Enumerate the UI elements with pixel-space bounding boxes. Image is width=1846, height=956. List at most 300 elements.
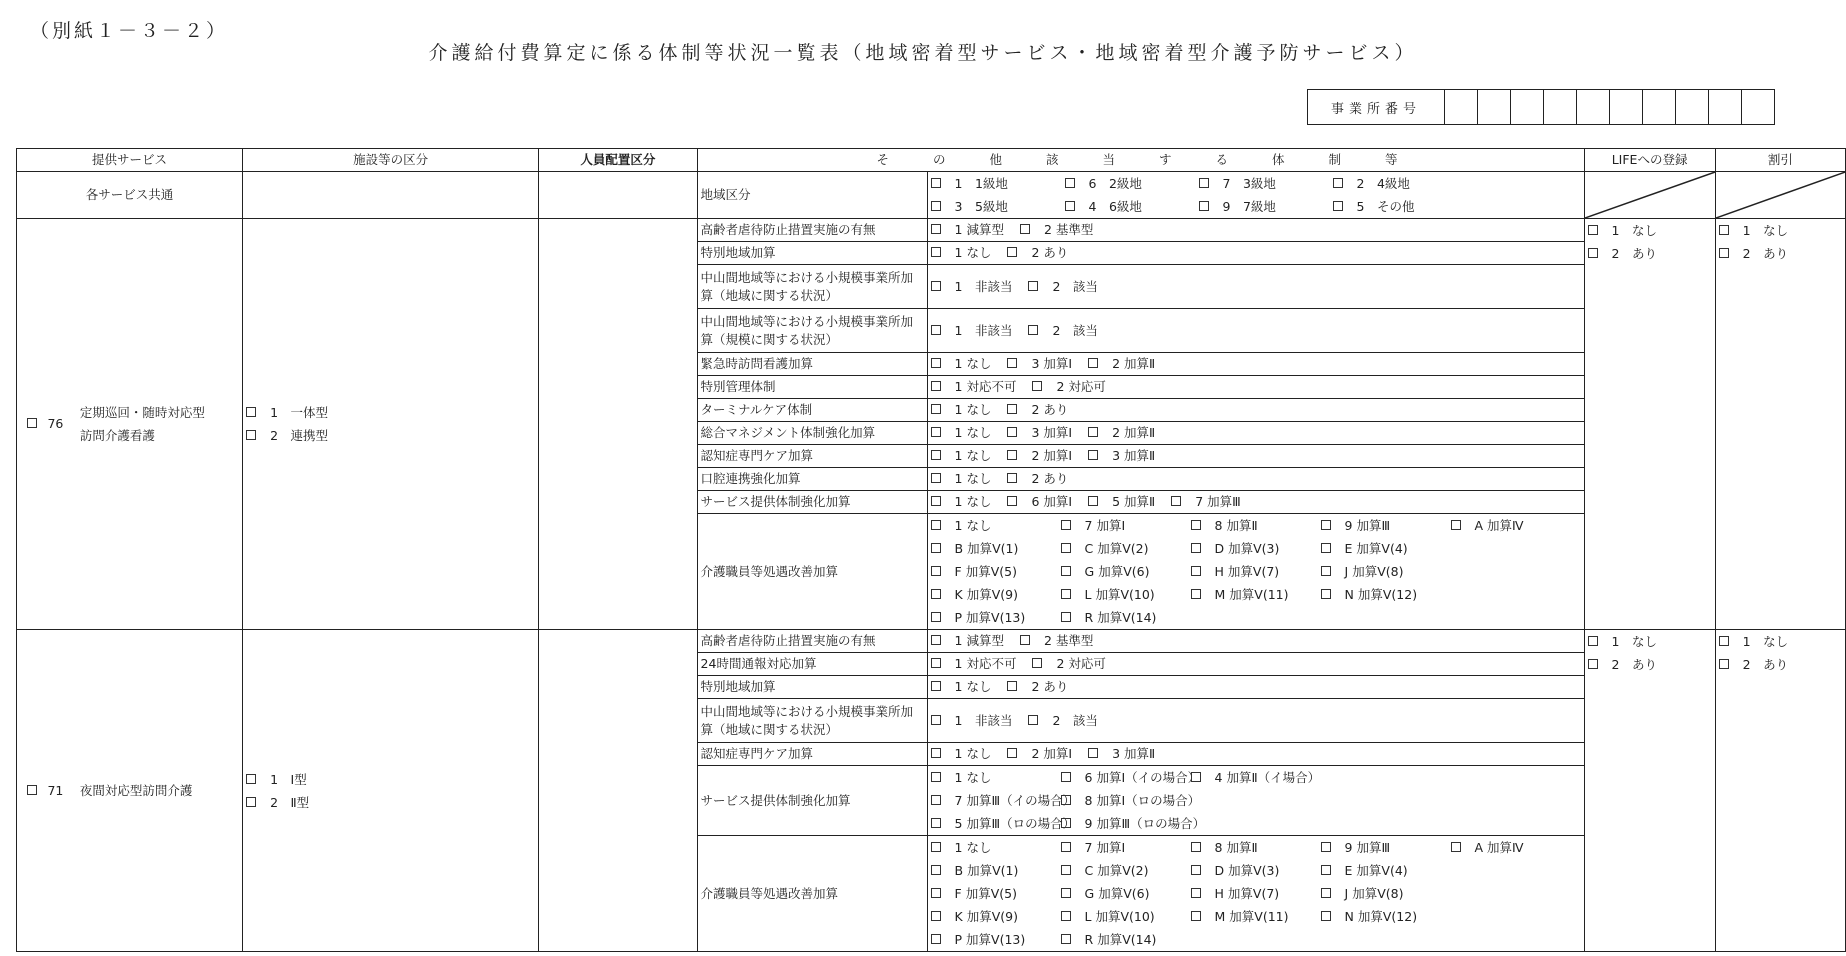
checkbox-option[interactable]: A 加算Ⅳ <box>1451 836 1581 859</box>
item-label: 24時間通報対応加算 <box>697 653 927 676</box>
checkbox-icon <box>931 566 941 576</box>
item-label: 特別地域加算 <box>697 242 927 265</box>
item-label: 認知症専門ケア加算 <box>697 445 927 468</box>
checkbox-icon <box>1061 772 1071 782</box>
checkbox-icon <box>1028 325 1038 335</box>
checkbox-option[interactable]: F 加算Ⅴ(5) <box>931 882 1061 905</box>
checkbox-icon <box>1451 520 1461 530</box>
checkbox-icon <box>1191 888 1201 898</box>
checkbox-icon <box>1061 543 1071 553</box>
item-label: 高齢者虐待防止措置実施の有無 <box>697 630 927 653</box>
checkbox-option[interactable]: H 加算Ⅴ(7) <box>1191 560 1321 583</box>
checkbox-icon <box>1191 772 1201 782</box>
checkbox-option[interactable]: 1 なし <box>1719 219 1788 242</box>
checkbox-option[interactable]: 5 加算Ⅱ <box>1088 491 1155 513</box>
checkbox-icon <box>1719 248 1729 258</box>
checkbox-icon <box>1719 659 1729 669</box>
checkbox-icon <box>1321 589 1331 599</box>
checkbox-option[interactable]: 1 なし <box>931 766 1061 789</box>
checkbox-option[interactable]: 5 その他 <box>1333 195 1467 218</box>
item-options <box>927 445 1584 468</box>
header-service: 提供サービス <box>17 149 243 172</box>
page-title: 介護給付費算定に係る体制等状況一覧表（地域密着型サービス・地域密着型介護予防サービス） <box>428 42 1418 64</box>
item-options <box>927 836 1584 952</box>
checkbox-option[interactable]: 1 対応不可 <box>931 653 1017 675</box>
option-line <box>931 583 1581 606</box>
checkbox-option[interactable]: 4 6級地 <box>1065 195 1199 218</box>
option-line <box>931 789 1581 812</box>
checkbox-option[interactable]: 9 加算Ⅲ <box>1321 836 1451 859</box>
checkbox-option[interactable]: 1 対応不可 <box>931 376 1017 398</box>
checkbox-icon <box>931 381 941 391</box>
office-number-digit[interactable] <box>1511 90 1544 125</box>
checkbox-option[interactable]: 2 加算Ⅰ <box>1007 445 1072 467</box>
checkbox-option[interactable]: 1 Ⅰ型 <box>246 768 307 791</box>
checkbox-icon <box>1061 795 1071 805</box>
item-options <box>927 699 1584 743</box>
option-line <box>1588 630 1712 653</box>
checkbox-option[interactable]: 1 なし <box>931 836 1061 859</box>
checkbox-icon <box>931 281 941 291</box>
document-reference: （別紙１－３－２） <box>30 20 229 42</box>
office-number-digit[interactable] <box>1610 90 1643 125</box>
office-number-box <box>1307 89 1775 125</box>
diagonal-slash <box>1585 172 1715 218</box>
checkbox-icon <box>1032 381 1042 391</box>
item-options <box>927 309 1584 353</box>
checkbox-option[interactable]: 2 加算Ⅱ <box>1088 353 1155 375</box>
checkbox-icon <box>1171 496 1181 506</box>
item-label: 中山間地域等における小規模事業所加算（地域に関する状況） <box>697 265 927 309</box>
checkbox-option[interactable]: 1 減算型 <box>931 219 1004 241</box>
option-line <box>246 791 535 814</box>
checkbox-icon <box>931 224 941 234</box>
checkbox-option[interactable]: L 加算Ⅴ(10) <box>1061 583 1191 606</box>
checkbox-icon <box>1007 358 1017 368</box>
checkbox-option[interactable]: 1 非該当 <box>931 276 1013 298</box>
option-line <box>1719 242 1842 265</box>
office-number-digit[interactable] <box>1577 90 1610 125</box>
checkbox-option[interactable]: N 加算Ⅴ(12) <box>1321 583 1451 606</box>
item-options <box>927 630 1584 653</box>
checkbox-icon <box>931 543 941 553</box>
common-row <box>17 172 1846 219</box>
checkbox-option[interactable]: 3 5級地 <box>931 195 1065 218</box>
checkbox-icon <box>931 358 941 368</box>
checkbox-icon <box>1321 842 1331 852</box>
checkbox-icon <box>1719 225 1729 235</box>
item-options <box>927 219 1584 242</box>
checkbox-option[interactable]: 1 なし <box>931 491 992 513</box>
checkbox-icon <box>1028 281 1038 291</box>
checkbox-icon <box>1321 566 1331 576</box>
item-options <box>927 743 1584 766</box>
option-line <box>246 768 535 791</box>
checkbox-icon <box>931 865 941 875</box>
checkbox-icon <box>931 404 941 414</box>
checkbox-icon <box>931 520 941 530</box>
checkbox-option[interactable]: K 加算Ⅴ(9) <box>931 905 1061 928</box>
service-code: 71 <box>47 782 64 798</box>
checkbox-icon <box>246 407 256 417</box>
checkbox-option[interactable]: 1 なし <box>1588 219 1657 242</box>
checkbox-icon <box>931 612 941 622</box>
checkbox-option[interactable]: 6 2級地 <box>1065 172 1199 195</box>
service-select[interactable] <box>17 219 74 630</box>
item-options <box>927 766 1584 836</box>
checkbox-option[interactable]: D 加算Ⅴ(3) <box>1191 537 1321 560</box>
staff-cell <box>539 219 697 630</box>
checkbox-icon <box>246 797 256 807</box>
item-options <box>927 376 1584 399</box>
service-name: 夜間対応型訪問介護 <box>74 630 243 952</box>
header-other: その他該当する体制等 <box>697 149 1584 172</box>
checkbox-icon <box>931 201 941 211</box>
option-line <box>931 537 1581 560</box>
checkbox-option[interactable]: 1 なし <box>931 445 992 467</box>
checkbox-icon <box>931 658 941 668</box>
checkbox-icon <box>1719 636 1729 646</box>
checkbox-option[interactable]: N 加算Ⅴ(12) <box>1321 905 1451 928</box>
discount-options <box>1715 630 1845 952</box>
item-options <box>927 242 1584 265</box>
checkbox-option[interactable]: 3 加算Ⅰ <box>1007 353 1072 375</box>
item-label: 中山間地域等における小規模事業所加算（地域に関する状況） <box>697 699 927 743</box>
checkbox-option[interactable]: 2 基準型 <box>1020 219 1093 241</box>
checkbox-icon <box>1007 496 1017 506</box>
option-line <box>931 560 1581 583</box>
checkbox-icon <box>931 427 941 437</box>
item-label: 中山間地域等における小規模事業所加算（規模に関する状況） <box>697 309 927 353</box>
checkbox-option[interactable]: F 加算Ⅴ(5) <box>931 560 1061 583</box>
checkbox-option[interactable]: 1 一体型 <box>246 401 328 424</box>
checkbox-option[interactable]: D 加算Ⅴ(3) <box>1191 859 1321 882</box>
checkbox-icon <box>1088 358 1098 368</box>
checkbox-icon <box>931 473 941 483</box>
checkbox-icon <box>1191 543 1201 553</box>
checkbox-option[interactable]: 1 非該当 <box>931 320 1013 342</box>
item-options <box>927 468 1584 491</box>
facility-options <box>243 219 539 630</box>
service-select[interactable] <box>17 630 74 952</box>
checkbox-option[interactable]: 8 加算Ⅱ <box>1191 836 1321 859</box>
checkbox-option[interactable]: P 加算Ⅴ(13) <box>931 928 1061 951</box>
option-line <box>931 606 1581 629</box>
office-number-digit[interactable] <box>1709 90 1742 125</box>
checkbox-option[interactable]: M 加算Ⅴ(11) <box>1191 905 1321 928</box>
checkbox-icon <box>1088 450 1098 460</box>
option-line <box>1719 219 1842 242</box>
checkbox-icon <box>1020 224 1030 234</box>
checkbox-option[interactable]: 7 加算Ⅲ <box>1171 491 1241 513</box>
common-service-label: 各サービス共通 <box>17 172 243 219</box>
checkbox-option[interactable]: H 加算Ⅴ(7) <box>1191 882 1321 905</box>
checkbox-icon <box>246 774 256 784</box>
checkbox-icon <box>1061 911 1071 921</box>
checkbox-icon <box>1191 911 1201 921</box>
office-number-digit[interactable] <box>1643 90 1676 125</box>
office-number-digit[interactable] <box>1445 90 1478 125</box>
checkbox-option[interactable]: 1 なし <box>931 242 992 264</box>
checkbox-icon <box>931 681 941 691</box>
region-line-2 <box>931 195 1581 218</box>
item-label: 口腔連携強化加算 <box>697 468 927 491</box>
item-row <box>17 219 1846 242</box>
checkbox-icon <box>1032 658 1042 668</box>
checkbox-icon <box>1321 543 1331 553</box>
option-line <box>931 514 1581 537</box>
checkbox-option[interactable]: P 加算Ⅴ(13) <box>931 606 1061 629</box>
checkbox-option[interactable]: 3 加算Ⅰ <box>1007 422 1072 444</box>
checkbox-icon <box>1191 566 1201 576</box>
checkbox-option[interactable]: 6 加算Ⅰ <box>1007 491 1072 513</box>
checkbox-icon <box>931 911 941 921</box>
checkbox-option[interactable]: 2 該当 <box>1028 710 1097 732</box>
checkbox-option[interactable]: 1 なし <box>931 743 992 765</box>
checkbox-option[interactable]: 2 あり <box>1719 242 1788 265</box>
checkbox-option[interactable]: B 加算Ⅴ(1) <box>931 859 1061 882</box>
item-label: 高齢者虐待防止措置実施の有無 <box>697 219 927 242</box>
checkbox-icon <box>931 247 941 257</box>
item-options <box>927 353 1584 376</box>
checkbox-option[interactable]: 8 加算Ⅱ <box>1191 514 1321 537</box>
checkbox-icon <box>1007 748 1017 758</box>
checkbox-option[interactable]: 2 連携型 <box>246 424 328 447</box>
checkbox-option[interactable]: M 加算Ⅴ(11) <box>1191 583 1321 606</box>
checkbox-icon <box>931 795 941 805</box>
checkbox-option[interactable]: 3 加算Ⅱ <box>1088 445 1155 467</box>
item-options <box>927 514 1584 630</box>
checkbox-icon <box>1588 636 1598 646</box>
status-table <box>16 148 1846 952</box>
item-label: 特別地域加算 <box>697 676 927 699</box>
checkbox-icon <box>1191 520 1201 530</box>
checkbox-icon <box>1321 911 1331 921</box>
option-line <box>1588 653 1712 676</box>
office-number-digit[interactable] <box>1478 90 1511 125</box>
region-line-1 <box>931 172 1581 195</box>
checkbox-option[interactable]: 2 あり <box>1719 653 1788 676</box>
checkbox-option[interactable]: 6 加算Ⅰ（イの場合） <box>1061 766 1191 789</box>
checkbox-icon <box>1061 865 1071 875</box>
checkbox-icon <box>931 842 941 852</box>
header-discount: 割引 <box>1715 149 1845 172</box>
checkbox-option[interactable]: 2 対応可 <box>1032 376 1105 398</box>
checkbox-option[interactable]: 7 3級地 <box>1199 172 1333 195</box>
item-label: 認知症専門ケア加算 <box>697 743 927 766</box>
checkbox-icon <box>931 888 941 898</box>
checkbox-option[interactable]: E 加算Ⅴ(4) <box>1321 537 1451 560</box>
checkbox-icon <box>1061 589 1071 599</box>
checkbox-option[interactable]: C 加算Ⅴ(2) <box>1061 859 1191 882</box>
diagonal-slash <box>1716 172 1845 218</box>
checkbox-icon <box>931 450 941 460</box>
checkbox-option[interactable]: C 加算Ⅴ(2) <box>1061 537 1191 560</box>
facility-options <box>243 630 539 952</box>
discount-options <box>1715 219 1845 630</box>
checkbox-option[interactable]: 2 加算Ⅱ <box>1088 422 1155 444</box>
common-facility-cell <box>243 172 539 219</box>
checkbox-icon <box>1321 865 1331 875</box>
option-line <box>246 424 535 447</box>
region-item-label: 地域区分 <box>697 172 927 219</box>
checkbox-option[interactable]: J 加算Ⅴ(8) <box>1321 560 1451 583</box>
item-label: サービス提供体制強化加算 <box>697 766 927 836</box>
checkbox-icon <box>1191 842 1201 852</box>
office-number-digit[interactable] <box>1676 90 1709 125</box>
option-line <box>931 812 1581 835</box>
discount-na-cell <box>1715 172 1845 219</box>
checkbox-icon <box>1007 404 1017 414</box>
option-line <box>931 766 1581 789</box>
checkbox-option[interactable]: 7 加算Ⅲ（イの場合） <box>931 789 1061 812</box>
staff-cell <box>539 630 697 952</box>
checkbox-option[interactable]: 2 あり <box>1007 676 1068 698</box>
item-options <box>927 265 1584 309</box>
checkbox-icon <box>931 818 941 828</box>
checkbox-option[interactable]: 3 加算Ⅱ <box>1088 743 1155 765</box>
checkbox-option[interactable]: 9 加算Ⅲ <box>1321 514 1451 537</box>
checkbox-icon <box>1088 496 1098 506</box>
checkbox-option[interactable]: 2 あり <box>1588 653 1657 676</box>
checkbox-option[interactable]: 1 非該当 <box>931 710 1013 732</box>
checkbox-icon <box>931 748 941 758</box>
checkbox-icon <box>1007 450 1017 460</box>
option-line <box>1588 242 1712 265</box>
checkbox-option[interactable]: 7 加算Ⅰ <box>1061 514 1191 537</box>
header-staff: 人員配置区分 <box>539 149 697 172</box>
item-options <box>927 422 1584 445</box>
checkbox-icon <box>1321 520 1331 530</box>
checkbox-icon <box>1028 715 1038 725</box>
checkbox-option[interactable]: B 加算Ⅴ(1) <box>931 537 1061 560</box>
checkbox-option[interactable]: 2 Ⅱ型 <box>246 791 309 814</box>
checkbox-icon <box>1333 201 1343 211</box>
checkbox-option[interactable]: 1 減算型 <box>931 630 1004 652</box>
header-life: LIFEへの登録 <box>1584 149 1715 172</box>
checkbox-option[interactable]: 2 あり <box>1007 468 1068 490</box>
office-number-digit[interactable] <box>1742 90 1775 125</box>
item-options <box>927 399 1584 422</box>
checkbox-icon <box>1191 589 1201 599</box>
checkbox-icon <box>1007 427 1017 437</box>
life-na-cell <box>1584 172 1715 219</box>
checkbox-option[interactable]: 1 なし <box>931 353 992 375</box>
checkbox-icon <box>27 418 37 428</box>
checkbox-icon <box>1061 934 1071 944</box>
checkbox-option[interactable]: 1 なし <box>1719 630 1788 653</box>
checkbox-option[interactable]: 2 該当 <box>1028 320 1097 342</box>
checkbox-option[interactable]: 2 該当 <box>1028 276 1097 298</box>
option-line <box>931 882 1581 905</box>
item-label: 緊急時訪問看護加算 <box>697 353 927 376</box>
checkbox-icon <box>1333 178 1343 188</box>
checkbox-option[interactable]: G 加算Ⅴ(6) <box>1061 560 1191 583</box>
checkbox-icon <box>1061 818 1071 828</box>
checkbox-option[interactable]: R 加算Ⅴ(14) <box>1061 606 1191 629</box>
checkbox-option[interactable]: 4 加算Ⅱ（イ場合） <box>1191 766 1321 789</box>
checkbox-icon <box>1321 888 1331 898</box>
header-row <box>17 149 1846 172</box>
checkbox-icon <box>1199 201 1209 211</box>
checkbox-option[interactable]: 1 なし <box>931 468 992 490</box>
office-number-label: 事業所番号 <box>1308 90 1445 125</box>
common-staff-cell <box>539 172 697 219</box>
item-row <box>17 630 1846 653</box>
checkbox-option[interactable]: 1 1級地 <box>931 172 1065 195</box>
checkbox-icon <box>931 934 941 944</box>
checkbox-option[interactable]: 2 あり <box>1007 242 1068 264</box>
item-options <box>927 491 1584 514</box>
checkbox-option[interactable]: 5 加算Ⅲ（ロの場合） <box>931 812 1061 835</box>
checkbox-icon <box>1451 842 1461 852</box>
checkbox-option[interactable]: R 加算Ⅴ(14) <box>1061 928 1191 951</box>
item-label: 特別管理体制 <box>697 376 927 399</box>
checkbox-option[interactable]: 8 加算Ⅰ（ロの場合） <box>1061 789 1191 812</box>
checkbox-icon <box>1088 748 1098 758</box>
option-line <box>1719 630 1842 653</box>
checkbox-option[interactable]: K 加算Ⅴ(9) <box>931 583 1061 606</box>
checkbox-icon <box>1191 865 1201 875</box>
checkbox-option[interactable]: 9 7級地 <box>1199 195 1333 218</box>
checkbox-icon <box>931 635 941 645</box>
checkbox-option[interactable]: 7 加算Ⅰ <box>1061 836 1191 859</box>
item-label: 介護職員等処遇改善加算 <box>697 836 927 952</box>
checkbox-icon <box>1065 178 1075 188</box>
checkbox-icon <box>1588 659 1598 669</box>
header-facility: 施設等の区分 <box>243 149 539 172</box>
checkbox-option[interactable]: 1 なし <box>931 399 992 421</box>
checkbox-option[interactable]: 2 対応可 <box>1032 653 1105 675</box>
checkbox-icon <box>1007 681 1017 691</box>
life-options <box>1584 219 1715 630</box>
option-line <box>931 928 1581 951</box>
checkbox-option[interactable]: 2 あり <box>1007 399 1068 421</box>
checkbox-option[interactable]: 1 なし <box>931 422 992 444</box>
office-number-digit[interactable] <box>1544 90 1577 125</box>
item-options <box>927 676 1584 699</box>
option-line <box>931 905 1581 928</box>
checkbox-icon <box>246 430 256 440</box>
checkbox-option[interactable]: 2 基準型 <box>1020 630 1093 652</box>
checkbox-option[interactable]: E 加算Ⅴ(4) <box>1321 859 1451 882</box>
checkbox-icon <box>1061 566 1071 576</box>
item-options <box>927 653 1584 676</box>
checkbox-icon <box>1065 201 1075 211</box>
region-options <box>927 172 1584 219</box>
option-line <box>246 401 535 424</box>
checkbox-option[interactable]: 2 あり <box>1588 242 1657 265</box>
checkbox-option[interactable]: G 加算Ⅴ(6) <box>1061 882 1191 905</box>
checkbox-icon <box>1061 842 1071 852</box>
option-line <box>1588 219 1712 242</box>
checkbox-option[interactable]: J 加算Ⅴ(8) <box>1321 882 1451 905</box>
option-line <box>1719 653 1842 676</box>
checkbox-option[interactable]: A 加算Ⅳ <box>1451 514 1581 537</box>
checkbox-option[interactable]: 1 なし <box>931 514 1061 537</box>
item-label: 総合マネジメント体制強化加算 <box>697 422 927 445</box>
checkbox-icon <box>931 772 941 782</box>
checkbox-icon <box>1061 612 1071 622</box>
checkbox-icon <box>1007 247 1017 257</box>
checkbox-option[interactable]: 9 加算Ⅲ（ロの場合） <box>1061 812 1191 835</box>
checkbox-option[interactable]: 2 加算Ⅰ <box>1007 743 1072 765</box>
checkbox-option[interactable]: 1 なし <box>931 676 992 698</box>
checkbox-option[interactable]: 2 4級地 <box>1333 172 1467 195</box>
life-options <box>1584 630 1715 952</box>
checkbox-option[interactable]: L 加算Ⅴ(10) <box>1061 905 1191 928</box>
checkbox-option[interactable]: 1 なし <box>1588 630 1657 653</box>
